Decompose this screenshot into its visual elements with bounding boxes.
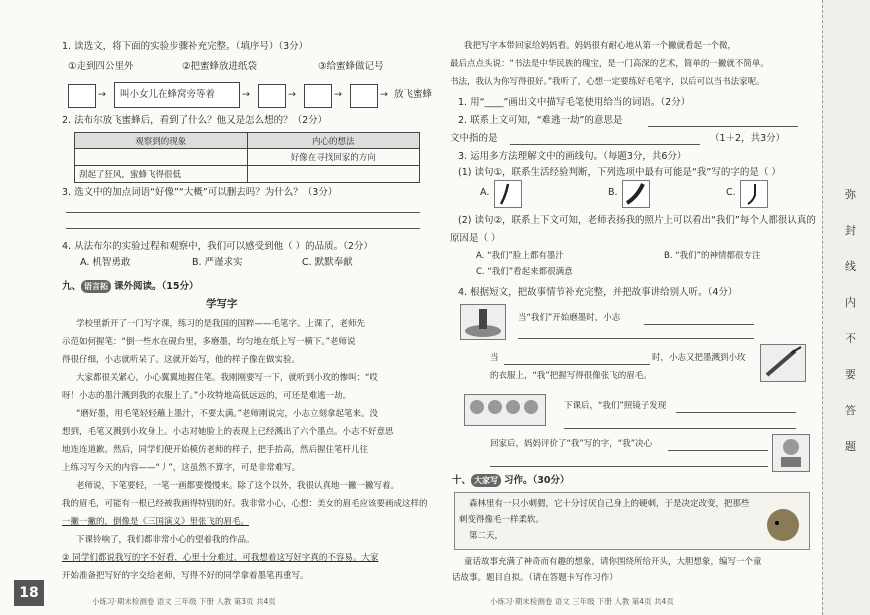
question-2: 2. 法布尔放飞蜜蜂后，看到了什么？他又是怎么想的？（2分） bbox=[62, 115, 328, 126]
margin-char: 题 bbox=[845, 440, 856, 453]
section-badge: 语言拓 bbox=[81, 280, 111, 293]
answer-line[interactable] bbox=[648, 126, 798, 127]
answer-line[interactable] bbox=[676, 412, 796, 413]
section-9-heading: 九、 语言拓 课外阅读。（15分） bbox=[62, 281, 199, 292]
answer-box[interactable] bbox=[350, 84, 378, 108]
story-step-1: 当“我们”开始磨墨时，小志 bbox=[518, 313, 621, 323]
q1-option-1: ①走到四公里外 bbox=[68, 61, 134, 72]
stroke-icon bbox=[623, 181, 649, 207]
question-r3-1: (1) 读句①，联系生活经验判断，下列选项中最有可能是“我”写的字的是（ ） bbox=[458, 167, 781, 178]
paragraph-line: 呀！小志的墨汁溅到我的衣服上了。”小玫特地高低远远的，可还是难逃一劫。 bbox=[62, 391, 352, 401]
story-step-2: 的衣服上，“我”把握写得很像张飞的眉毛。 bbox=[490, 371, 652, 381]
answer-line[interactable] bbox=[66, 228, 420, 229]
answer-line[interactable] bbox=[66, 212, 420, 213]
answer-line[interactable] bbox=[564, 428, 796, 429]
margin-char: 答 bbox=[845, 404, 856, 417]
margin-char: 线 bbox=[845, 260, 856, 273]
q3-2-option-c: C. “我们”看起来都很满意 bbox=[476, 267, 573, 277]
left-page: 1. 读选文，将下面的实验步骤补充完整。（填序号）（3分） ①走到四公里外 ②把蜜蜂放进纸袋 ③给蜜蜂做记号 → 叫小女儿在蜂窝旁等着 → → → → 放飞蜜蜂 2. 法布尔放飞蜜蜂后，看到了什么？他又是怎么想的？（2分） 观察到的现象 内心的想法 好像在寻找回家的方向 刮起了狂风，蜜蜂飞得很低 3. 选文中的加点词语“好像”“大概”可以删去吗？为什么？（3分） 4. 从法布尔的实验过程和观察中，我们可以感受到他（ ）的品质。（2分） A. 机智勇敢 B. 严谨求实 C. 默默奉献 九、 语言拓 课外阅读。（15分） 学写字 学校里新开了一门写字课，练习的是我国的国粹——毛笔字。上课了，老师先 示范如何握笔：“倒一些水在砚台里，多磨墨，均匀地在纸上写一横下。”老师说 得很仔细，小志就听呆了。这就开始写，他的样子像在做实验。 大家都很关紧心，小心翼翼地握住笔。我刚刚要写一下，就听到小玫的惨叫：“哎 呀！小志的墨汁溅到我的衣服上了。”小玫特地高低远远的，可还是难逃一劫。 “磨好墨，用毛笔轻轻蘸上墨汁，不要太满。”老师刚说完，小志立刻拿起笔来。没 想到，毛笔又溅到小玫身上。小志对她脸上的表现上已经溅出了六个墨点。小志不好意思 地连连道歉。然后，同学们便开始模仿老师的样子，把手抬高，然后握住笔杆儿往 上练习写今天的内容——“丿”，这虽然不算字，可是非常难写。 老师说，下笔要轻，一笔一画都要慢慢来。除了这个以外，我很认真地一撇一撇写着。 我的眉毛，可能有一根已经被我画得特别的好。我非常小心，心想：美女的眉毛应该要画成这样的 一撇一撇的，倒像是《三国演义》里张飞的眉毛。 下课铃响了，我们都非常小心的望着我的作品。 ② 同学们都说我写的字不好看，心里十分难过，可我想着这写好字真的不容易。大家 开始准备把写好的字交给老师，写得不好的同学拿着墨笔再重写。 18 小练习·期末检测卷 语文 三年级 下册 人教 第3页 共4页 bbox=[0, 0, 430, 615]
margin-char: 不 bbox=[845, 332, 856, 345]
margin-char: 要 bbox=[845, 368, 856, 381]
question-r3: 3. 运用多方法理解文中的画线句。（每题3分，共6分） bbox=[458, 151, 687, 162]
stroke-icon bbox=[495, 181, 521, 207]
q3-2-option-b: B. “我们”的神情都很专注 bbox=[664, 251, 761, 261]
paragraph-line: 想到，毛笔又溅到小玫身上。小志对她脸上的表现上已经溅出了六个墨点。小志不好意思 bbox=[62, 427, 394, 437]
ink-stick-illustration bbox=[460, 304, 506, 340]
essay-prompt-box: 森林里有一只小刺猬，它十分讨厌自己身上的硬刺，于是决定改变，把那些 刺变得像毛一样柔软。 第二天， bbox=[454, 492, 810, 550]
brush-stroke-image-a[interactable] bbox=[494, 180, 522, 208]
question-r1: 1. 用“____”画出文中描写毛笔使用给当的词语。（2分） bbox=[458, 97, 691, 108]
paragraph-line: 下课铃响了，我们都非常小心的望着我的作品。 bbox=[76, 535, 255, 545]
reading-illustration bbox=[772, 434, 810, 472]
observation-table: 观察到的现象 内心的想法 好像在寻找回家的方向 刮起了狂风，蜜蜂飞得很低 bbox=[74, 132, 420, 183]
question-r2: 2. 联系上文可知，“难逃一劫”的意思是 bbox=[458, 115, 623, 126]
q1-option-3: ③给蜜蜂做记号 bbox=[318, 61, 384, 72]
answer-line[interactable] bbox=[504, 364, 650, 365]
right-page: 我把写字本带回家给妈妈看。妈妈很有耐心地从第一个撇就看起一个微， 最后点点头说：“书法是中华民族的瑰宝，是一门高深的艺术，简单的一撇就不简单。 书法，我认为你写得很好。”我听了，心想一定要练好毛笔字，以后可以当书法家呢。 1. 用“____”画出文中描写毛笔使用给当的词语。（2分） 2. 联系上文可知，“难逃一劫”的意思是 文中指的是 （1＋2，共3分） 3. 运用多方法理解文中的画线句。（每题3分，共6分） (1) 读句①，联系生活经验判断，下列选项中最有可能是“我”写的字的是（ ） A. B. C. (2) 读句②，联系上下文可知，老师表扬我的照片上可以看出“我们”每个人都很认真的 原因是（ ） A. “我们”脸上都有墨汁 B. “我们”的神情都很专注 C. “我们”看起来都很满意 4. 根据短文，把故事情节补充完整，并把故事讲给别人听。（4分） 当“我们”开始磨墨时，小志 当 时，小志又把墨溅到小玫 的衣服上，“我”把握写得很像张飞的眉毛。 下课后，“我们”照镜子发现 回家后，妈妈评价了“我”写的字，“我”决心 十、 大家写 习作。（30分） 森林里有一只小刺猬，它十分讨厌自己身上的硬刺，于是决定改变，把那些 刺变得像毛一样柔软。 第二天， 童话故事充满了神奇而有趣的想象，请你围绕所给开头，大胆想象，编写一个童 话故事。题目自拟。（请在答题卡写作习作） 小练习·期末检测卷 语文 三年级 下册 人教 第4页 共4页 bbox=[450, 41, 816, 606]
question-4: 4. 从法布尔的实验过程和观察中，我们可以感受到他（ ）的品质。（2分） bbox=[62, 241, 373, 252]
paragraph-line: 示范如何握笔：“倒一些水在砚台里，多磨墨，均匀地在纸上写一横下。”老师说 bbox=[62, 337, 356, 347]
students-illustration bbox=[464, 394, 546, 426]
paragraph-line: 上练习写今天的内容——“丿”，这虽然不算字，可是非常难写。 bbox=[62, 463, 301, 473]
question-r3-2: (2) 读句②，联系上下文可知，老师表扬我的照片上可以看出“我们”每个人都很认真的 bbox=[458, 215, 816, 226]
question-r4: 4. 根据短文，把故事情节补充完整，并把故事讲给别人听。（4分） bbox=[458, 287, 738, 298]
paragraph-line: 地连连道歉。然后，同学们便开始模仿老师的样子，把手抬高，然后握住笔杆儿往 bbox=[62, 445, 369, 455]
paragraph-line: 我的眉毛，可能有一根已经被我画得特别的好。我非常小心，心想：美女的眉毛应该要画成这样的 bbox=[62, 499, 428, 509]
answer-box[interactable] bbox=[258, 84, 286, 108]
answer-box[interactable] bbox=[68, 84, 96, 108]
brush-stroke-image-b[interactable] bbox=[622, 180, 650, 208]
paragraph-line: 最后点点头说：“书法是中华民族的瑰宝，是一门高深的艺术，简单的一撇就不简单。 bbox=[450, 59, 769, 69]
q3-2-option-a: A. “我们”脸上都有墨汁 bbox=[476, 251, 564, 261]
margin-char: 弥 bbox=[845, 188, 856, 201]
question-3: 3. 选文中的加点词语“好像”“大概”可以删去吗？为什么？（3分） bbox=[62, 187, 338, 198]
underlined-sentence: 一撇一撇的，倒像是《三国演义》里张飞的眉毛。 bbox=[62, 517, 250, 527]
section-10-heading: 十、 大家写 习作。（30分） bbox=[452, 475, 570, 486]
page-number: 18 bbox=[14, 580, 44, 606]
q1-option-2: ②把蜜蜂放进纸袋 bbox=[182, 61, 258, 72]
q4-option-b: B. 严谨求实 bbox=[192, 257, 243, 268]
page-footer: 小练习·期末检测卷 语文 三年级 下册 人教 第4页 共4页 bbox=[490, 597, 674, 606]
paragraph-line: “磨好墨，用毛笔轻轻蘸上墨汁，不要太满。”老师刚说完，小志立刻拿起笔来。没 bbox=[76, 409, 379, 419]
margin-char: 内 bbox=[845, 296, 856, 309]
paragraph-line: 学校里新开了一门写字课，练习的是我国的国粹——毛笔字。上课了，老师先 bbox=[76, 319, 366, 329]
article-title: 学写字 bbox=[206, 298, 238, 310]
q4-option-a: A. 机智勇敢 bbox=[80, 257, 131, 268]
stroke-icon bbox=[741, 181, 767, 207]
paragraph-line: 书法，我认为你写得很好。”我听了，心想一定要练好毛笔字，以后可以当书法家呢。 bbox=[450, 77, 765, 87]
essay-requirement: 童话故事充满了神奇而有趣的想象，请你围绕所给开头，大胆想象，编写一个童 bbox=[464, 557, 762, 567]
section-badge: 大家写 bbox=[471, 474, 501, 487]
step-box: 叫小女儿在蜂窝旁等着 bbox=[114, 82, 240, 108]
answer-line[interactable] bbox=[518, 338, 754, 339]
underlined-sentence: ② 同学们都说我写的字不好看，心里十分难过，可我想着这写好字真的不容易。大家 bbox=[62, 553, 379, 563]
paragraph-line: 我把写字本带回家给妈妈看。妈妈很有耐心地从第一个撇就看起一个微， bbox=[464, 41, 737, 51]
paragraph-line: 老师说，下笔要轻，一笔一画都要慢慢来。除了这个以外，我很认真地一撇一撇写着。 bbox=[76, 481, 400, 491]
answer-line[interactable] bbox=[510, 144, 700, 145]
story-step-4: 回家后，妈妈评价了“我”写的字，“我”决心 bbox=[490, 439, 653, 449]
paragraph-line: 开始准备把写好的字交给老师，写得不好的同学拿着墨笔再重写。 bbox=[62, 571, 309, 581]
paragraph-line: 得很仔细，小志就听呆了。这就开始写，他的样子像在做实验。 bbox=[62, 355, 301, 365]
answer-line[interactable] bbox=[490, 466, 768, 467]
page-footer: 小练习·期末检测卷 语文 三年级 下册 人教 第3页 共4页 bbox=[92, 597, 276, 606]
brush-stroke-image-c[interactable] bbox=[740, 180, 768, 208]
question-1: 1. 读选文，将下面的实验步骤补充完整。（填序号）（3分） bbox=[62, 41, 309, 52]
margin-char: 封 bbox=[845, 224, 856, 237]
brush-writing-illustration bbox=[760, 344, 806, 382]
q4-option-c: C. 默默奉献 bbox=[302, 257, 353, 268]
answer-line[interactable] bbox=[644, 324, 754, 325]
hedgehog-illustration bbox=[765, 499, 801, 543]
story-step-3: 下课后，“我们”照镜子发现 bbox=[564, 401, 667, 411]
answer-line[interactable] bbox=[668, 450, 768, 451]
paragraph-line: 大家都很关紧心，小心翼翼地握住笔。我刚刚要写一下，就听到小玫的惨叫：“哎 bbox=[76, 373, 378, 383]
answer-box[interactable] bbox=[304, 84, 332, 108]
